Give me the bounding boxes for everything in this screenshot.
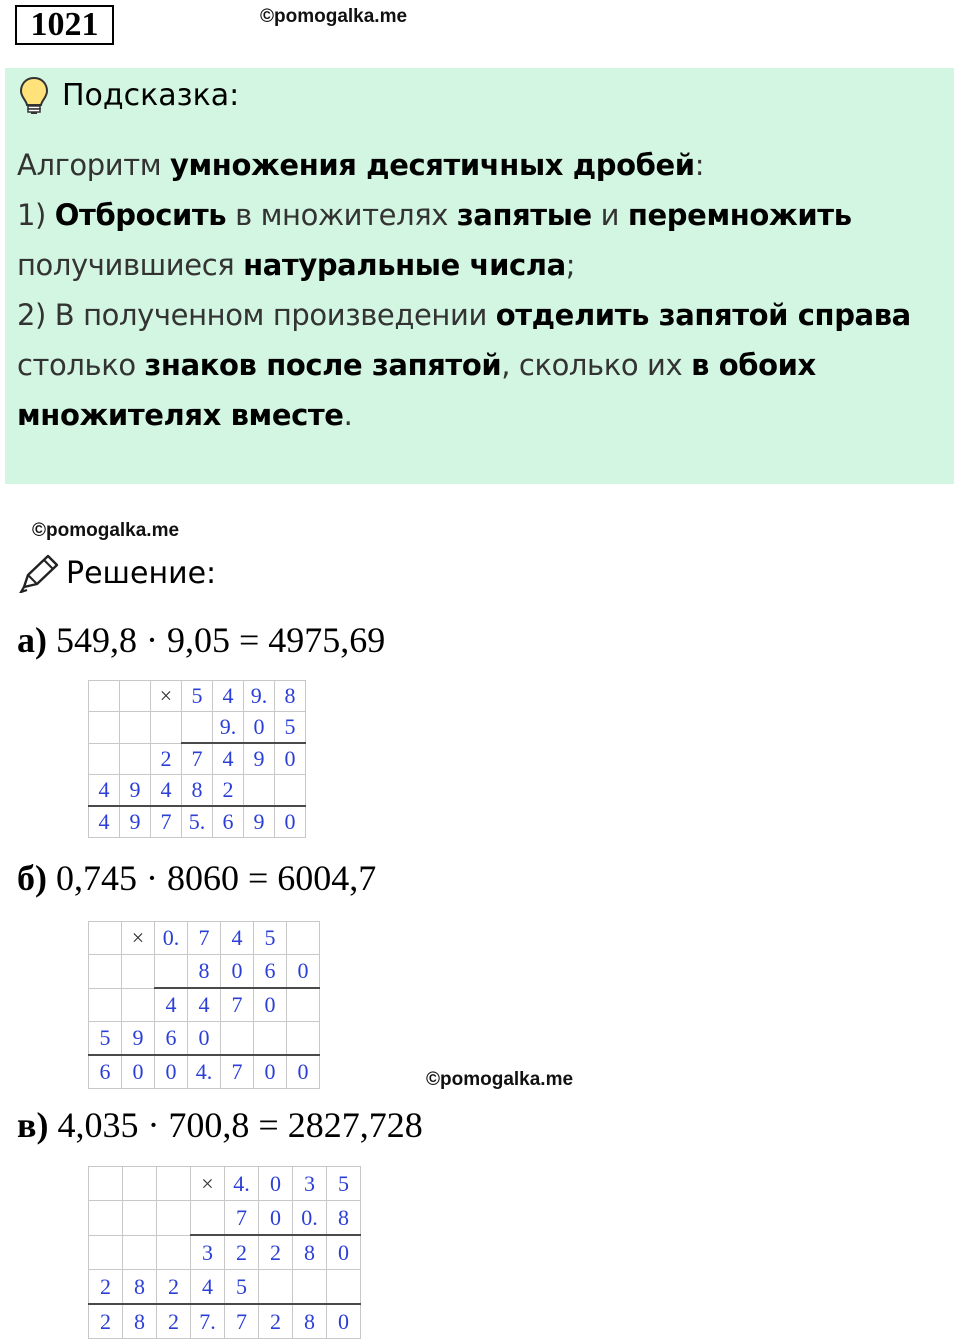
hint-line (17, 240, 937, 290)
hint-text-segment: ; (565, 248, 576, 282)
grid-cell (244, 775, 275, 807)
hint-text-segment: . (343, 398, 353, 432)
grid-cell (120, 743, 151, 775)
grid-cell: 0 (275, 743, 306, 775)
grid-row (89, 922, 320, 955)
grid-cell (123, 1167, 157, 1201)
grid-cell: 7 (225, 1304, 259, 1339)
grid-cell: 2 (157, 1270, 191, 1305)
grid-cell (89, 922, 122, 955)
grid-cell: 8 (123, 1270, 157, 1305)
grid-cell (89, 955, 122, 989)
grid-cell: 2 (157, 1304, 191, 1339)
grid-cell: 6 (89, 1055, 122, 1089)
grid-cell: 0 (275, 806, 306, 838)
grid-cell: 8 (293, 1235, 327, 1270)
pencil-icon (18, 553, 60, 593)
grid-cell: 9. (213, 712, 244, 744)
hint-bold-text: умножения десятичных дробей (170, 148, 695, 182)
grid-cell: 8 (188, 955, 221, 989)
hint-bold-text: отделить запятой справа (495, 298, 911, 332)
grid-cell: 0 (259, 1167, 293, 1201)
grid-cell: 4 (213, 681, 244, 712)
lightbulb-icon (18, 76, 50, 116)
multiplication-grid-c (88, 1166, 361, 1339)
grid-row (89, 681, 306, 712)
grid-cell: 0 (244, 712, 275, 744)
grid-cell: 2 (89, 1304, 123, 1339)
equation-b (17, 858, 376, 898)
grid-row (89, 1201, 361, 1236)
grid-row (89, 1022, 320, 1056)
grid-cell: 0 (327, 1235, 361, 1270)
equation-text: 4,035 · 700,8 = 2827,728 (48, 1105, 423, 1145)
grid-cell (120, 681, 151, 712)
grid-cell: 0. (293, 1201, 327, 1236)
grid-row (89, 806, 306, 838)
grid-row (89, 1304, 361, 1339)
grid-cell: 4 (191, 1270, 225, 1305)
hint-text-segment: и (591, 198, 628, 232)
grid-cell: 7 (151, 806, 182, 838)
hint-bold-text: в обоих (691, 348, 816, 382)
grid-cell: 7 (188, 922, 221, 955)
grid-cell (182, 712, 213, 744)
grid-cell (287, 922, 320, 955)
grid-cell (89, 1201, 123, 1236)
hint-line (17, 390, 937, 440)
grid-cell: 5 (327, 1167, 361, 1201)
grid-cell: 7. (191, 1304, 225, 1339)
grid-cell: 0 (155, 1055, 188, 1089)
multiply-sign: × (151, 681, 182, 712)
grid-cell: 8 (293, 1304, 327, 1339)
grid-cell: 6 (155, 1022, 188, 1056)
grid-cell (275, 775, 306, 807)
grid-cell: 4 (188, 988, 221, 1022)
grid-row (89, 1235, 361, 1270)
grid-cell: 0 (254, 1055, 287, 1089)
hint-title: Подсказка: (62, 78, 240, 113)
grid-cell (221, 1022, 254, 1056)
grid-cell: 6 (254, 955, 287, 989)
grid-cell: 5 (275, 712, 306, 744)
grid-cell: 5 (254, 922, 287, 955)
grid-cell (123, 1235, 157, 1270)
grid-cell: 0 (287, 1055, 320, 1089)
multiply-sign: × (191, 1167, 225, 1201)
grid-cell (122, 988, 155, 1022)
multiply-sign: × (122, 922, 155, 955)
part-label: а) (17, 620, 47, 660)
watermark: ©pomogalka.me (260, 6, 408, 27)
grid-row (89, 1167, 361, 1201)
grid-cell: 5. (182, 806, 213, 838)
grid-cell (122, 955, 155, 989)
grid-cell: 8 (182, 775, 213, 807)
grid-cell: 5 (225, 1270, 259, 1305)
grid-cell: 2 (89, 1270, 123, 1305)
grid-row (89, 1270, 361, 1305)
grid-cell (120, 712, 151, 744)
grid-cell: 0 (327, 1304, 361, 1339)
grid-cell (293, 1270, 327, 1305)
hint-line (17, 140, 937, 190)
grid-cell: 0. (155, 922, 188, 955)
hint-line (17, 340, 937, 390)
grid-cell: 4 (155, 988, 188, 1022)
hint-text-segment: 2) В полученном произведении (17, 298, 496, 332)
hint-line (17, 190, 937, 240)
grid-cell: 4 (221, 922, 254, 955)
grid-cell: 4. (188, 1055, 221, 1089)
grid-row (89, 743, 306, 775)
grid-cell (327, 1270, 361, 1305)
hint-text-segment: 1) (17, 198, 55, 232)
grid-cell (89, 1167, 123, 1201)
grid-cell (157, 1167, 191, 1201)
equation-c (17, 1105, 423, 1145)
grid-cell: 9 (122, 1022, 155, 1056)
grid-cell: 8 (123, 1304, 157, 1339)
grid-row (89, 1055, 320, 1089)
hint-text-segment: : (694, 148, 705, 182)
grid-cell: 7 (221, 988, 254, 1022)
grid-cell: 4 (89, 775, 120, 807)
grid-cell: 7 (225, 1201, 259, 1236)
grid-cell: 8 (275, 681, 306, 712)
grid-cell: 0 (259, 1201, 293, 1236)
grid-cell: 2 (151, 743, 182, 775)
grid-cell (89, 1235, 123, 1270)
equation-text: 549,8 · 9,05 = 4975,69 (47, 620, 386, 660)
grid-cell: 2 (225, 1235, 259, 1270)
hint-bold-text: Отбросить (54, 198, 227, 232)
hint-bold-text: перемножить (627, 198, 852, 232)
grid-cell (259, 1270, 293, 1305)
grid-cell: 7 (221, 1055, 254, 1089)
hint-bold-text: знаков после запятой (144, 348, 502, 382)
grid-cell (151, 712, 182, 744)
grid-cell: 2 (259, 1304, 293, 1339)
grid-cell: 2 (259, 1235, 293, 1270)
grid-row (89, 988, 320, 1022)
grid-cell (287, 1022, 320, 1056)
grid-cell: 0 (122, 1055, 155, 1089)
hint-text (17, 140, 937, 440)
grid-cell: 0 (287, 955, 320, 989)
grid-row (89, 712, 306, 744)
solution-title: Решение: (66, 556, 217, 591)
grid-cell: 4. (225, 1167, 259, 1201)
grid-cell: 9 (244, 806, 275, 838)
grid-cell (155, 955, 188, 989)
hint-text-segment: Алгоритм (17, 148, 170, 182)
hint-bold-text: множителях вместе (17, 398, 344, 432)
hint-text-segment: столько (17, 348, 145, 382)
grid-cell: 0 (221, 955, 254, 989)
watermark: ©pomogalka.me (426, 1069, 574, 1090)
grid-cell (157, 1201, 191, 1236)
grid-cell (123, 1201, 157, 1236)
grid-cell (89, 988, 122, 1022)
grid-cell: 9 (120, 806, 151, 838)
part-label: б) (17, 858, 47, 898)
hint-text-segment: , сколько их (501, 348, 692, 382)
grid-cell: 0 (188, 1022, 221, 1056)
grid-cell: 9 (120, 775, 151, 807)
grid-cell: 5 (182, 681, 213, 712)
problem-number: 1021 (15, 5, 114, 45)
multiplication-grid-b (88, 921, 320, 1089)
grid-cell (254, 1022, 287, 1056)
grid-cell (287, 988, 320, 1022)
grid-cell: 3 (191, 1235, 225, 1270)
grid-cell (157, 1235, 191, 1270)
grid-cell: 0 (254, 988, 287, 1022)
part-label: в) (17, 1105, 49, 1145)
grid-cell: 6 (213, 806, 244, 838)
grid-cell: 2 (213, 775, 244, 807)
hint-bold-text: запятые (456, 198, 592, 232)
grid-cell: 4 (89, 806, 120, 838)
grid-cell (191, 1201, 225, 1236)
multiplication-grid-a (88, 680, 306, 838)
grid-row (89, 955, 320, 989)
grid-cell (89, 681, 120, 712)
grid-cell: 8 (327, 1201, 361, 1236)
grid-cell: 4 (213, 743, 244, 775)
hint-text-segment: получившиеся (17, 248, 244, 282)
grid-cell: 9. (244, 681, 275, 712)
grid-cell: 3 (293, 1167, 327, 1201)
grid-cell: 5 (89, 1022, 122, 1056)
watermark: ©pomogalka.me (32, 520, 180, 541)
equation-a (17, 620, 385, 660)
equation-text: 0,745 · 8060 = 6004,7 (47, 858, 377, 898)
grid-cell: 7 (182, 743, 213, 775)
grid-cell (89, 743, 120, 775)
hint-bold-text: натуральные числа (243, 248, 566, 282)
grid-cell: 9 (244, 743, 275, 775)
grid-row (89, 775, 306, 807)
hint-text-segment: в множителях (226, 198, 457, 232)
grid-cell: 4 (151, 775, 182, 807)
hint-line (17, 290, 937, 340)
grid-cell (89, 712, 120, 744)
